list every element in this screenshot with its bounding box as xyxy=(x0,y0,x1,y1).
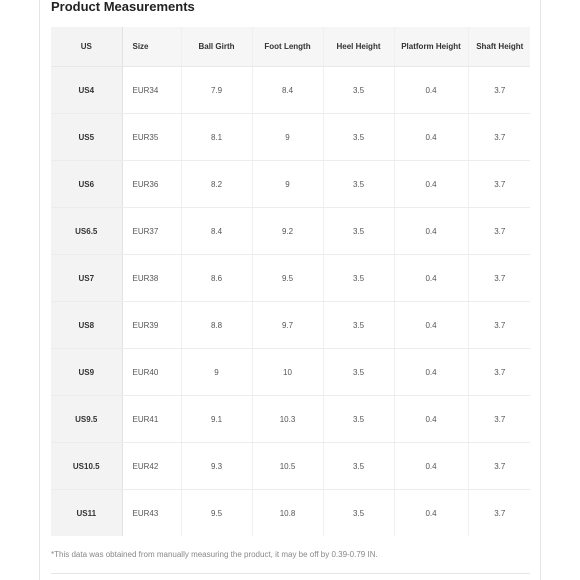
cell-size: EUR36 xyxy=(122,161,181,208)
cell-us: US6.5 xyxy=(51,208,122,255)
cell-shaft-height: 3.7 xyxy=(468,114,530,161)
cell-size: EUR42 xyxy=(122,443,181,490)
cell-size: EUR40 xyxy=(122,349,181,396)
cell-platform-height: 0.4 xyxy=(394,67,468,114)
cell-ball-girth: 9.5 xyxy=(181,490,252,537)
cell-foot-length: 10 xyxy=(252,349,323,396)
cell-heel-height: 3.5 xyxy=(323,208,394,255)
cell-ball-girth: 9 xyxy=(181,349,252,396)
table-row xyxy=(51,490,530,537)
header-size: Size xyxy=(122,27,181,67)
cell-shaft-height: 3.7 xyxy=(468,302,530,349)
cell-size: EUR41 xyxy=(122,396,181,443)
cell-shaft-height: 3.7 xyxy=(468,349,530,396)
cell-platform-height: 0.4 xyxy=(394,161,468,208)
table-row xyxy=(51,255,530,302)
table-row xyxy=(51,114,530,161)
cell-shaft-height: 3.7 xyxy=(468,255,530,302)
measurements-table xyxy=(51,27,530,536)
header-us: US xyxy=(51,27,122,67)
cell-foot-length: 9.7 xyxy=(252,302,323,349)
table-body xyxy=(51,67,530,537)
cell-us: US8 xyxy=(51,302,122,349)
cell-ball-girth: 7.9 xyxy=(181,67,252,114)
cell-ball-girth: 8.4 xyxy=(181,208,252,255)
cell-shaft-height: 3.7 xyxy=(468,490,530,537)
cell-foot-length: 9.2 xyxy=(252,208,323,255)
cell-foot-length: 9 xyxy=(252,114,323,161)
cell-foot-length: 9 xyxy=(252,161,323,208)
cell-ball-girth: 8.6 xyxy=(181,255,252,302)
divider xyxy=(51,573,530,574)
table-row xyxy=(51,67,530,114)
header-platform-height: Platform Height xyxy=(394,27,468,67)
cell-heel-height: 3.5 xyxy=(323,302,394,349)
cell-heel-height: 3.5 xyxy=(323,114,394,161)
cell-us: US5 xyxy=(51,114,122,161)
cell-size: EUR34 xyxy=(122,67,181,114)
cell-platform-height: 0.4 xyxy=(394,302,468,349)
header-foot-length: Foot Length xyxy=(252,27,323,67)
table-row xyxy=(51,208,530,255)
header-ball-girth: Ball Girth xyxy=(181,27,252,67)
cell-ball-girth: 9.3 xyxy=(181,443,252,490)
cell-shaft-height: 3.7 xyxy=(468,443,530,490)
table-row xyxy=(51,302,530,349)
table-row xyxy=(51,443,530,490)
cell-shaft-height: 3.7 xyxy=(468,67,530,114)
cell-shaft-height: 3.7 xyxy=(468,208,530,255)
cell-ball-girth: 8.2 xyxy=(181,161,252,208)
cell-us: US9.5 xyxy=(51,396,122,443)
cell-platform-height: 0.4 xyxy=(394,490,468,537)
cell-platform-height: 0.4 xyxy=(394,208,468,255)
measurements-table-container[interactable] xyxy=(51,27,530,541)
cell-us: US4 xyxy=(51,67,122,114)
cell-platform-height: 0.4 xyxy=(394,443,468,490)
cell-shaft-height: 3.7 xyxy=(468,161,530,208)
cell-heel-height: 3.5 xyxy=(323,443,394,490)
cell-heel-height: 3.5 xyxy=(323,161,394,208)
cell-us: US11 xyxy=(51,490,122,537)
cell-platform-height: 0.4 xyxy=(394,349,468,396)
cell-ball-girth: 9.1 xyxy=(181,396,252,443)
cell-heel-height: 3.5 xyxy=(323,255,394,302)
cell-foot-length: 10.8 xyxy=(252,490,323,537)
cell-us: US9 xyxy=(51,349,122,396)
cell-foot-length: 9.5 xyxy=(252,255,323,302)
cell-foot-length: 8.4 xyxy=(252,67,323,114)
cell-platform-height: 0.4 xyxy=(394,396,468,443)
header-shaft-height: Shaft Height xyxy=(468,27,530,67)
cell-foot-length: 10.3 xyxy=(252,396,323,443)
cell-platform-height: 0.4 xyxy=(394,255,468,302)
cell-us: US6 xyxy=(51,161,122,208)
cell-heel-height: 3.5 xyxy=(323,396,394,443)
cell-us: US10.5 xyxy=(51,443,122,490)
cell-size: EUR39 xyxy=(122,302,181,349)
cell-size: EUR43 xyxy=(122,490,181,537)
cell-foot-length: 10.5 xyxy=(252,443,323,490)
header-heel-height: Heel Height xyxy=(323,27,394,67)
cell-heel-height: 3.5 xyxy=(323,349,394,396)
table-header xyxy=(51,27,530,67)
table-row xyxy=(51,349,530,396)
cell-ball-girth: 8.1 xyxy=(181,114,252,161)
cell-ball-girth: 8.8 xyxy=(181,302,252,349)
cell-heel-height: 3.5 xyxy=(323,490,394,537)
table-row xyxy=(51,396,530,443)
cell-size: EUR35 xyxy=(122,114,181,161)
cell-shaft-height: 3.7 xyxy=(468,396,530,443)
cell-heel-height: 3.5 xyxy=(323,67,394,114)
cell-size: EUR38 xyxy=(122,255,181,302)
cell-size: EUR37 xyxy=(122,208,181,255)
page-title: Product Measurements xyxy=(51,0,195,14)
table-row xyxy=(51,161,530,208)
header-row xyxy=(51,27,530,67)
cell-us: US7 xyxy=(51,255,122,302)
cell-platform-height: 0.4 xyxy=(394,114,468,161)
measurement-disclaimer: *This data was obtained from manually measuring the product, it may be off by 0.39-0.79 IN. xyxy=(51,550,378,559)
